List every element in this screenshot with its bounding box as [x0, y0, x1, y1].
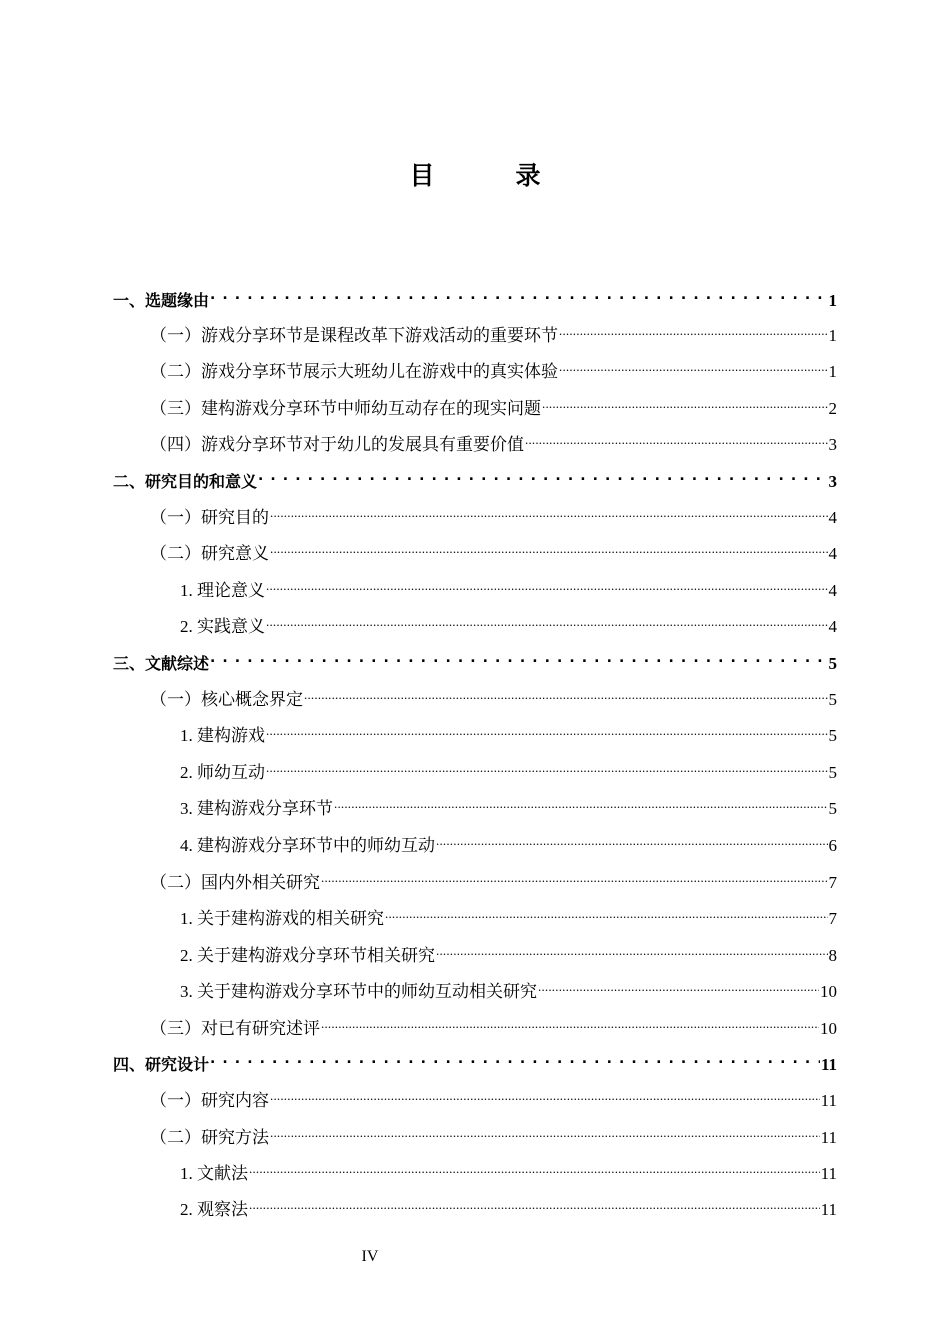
toc-entry[interactable]: [150, 353, 837, 384]
toc-leader-dots: [542, 390, 828, 414]
toc-entry-page: 5: [828, 763, 837, 782]
toc-entry-label: 1. 文献法: [180, 1164, 248, 1183]
toc-entry-label: （一）研究目的: [150, 508, 269, 527]
toc-entry-label: （一）核心概念界定: [150, 690, 303, 709]
toc-entry-label: （三）建构游戏分享环节中师幼互动存在的现实问题: [150, 399, 541, 418]
toc-entry-label: 2. 关于建构游戏分享环节相关研究: [180, 946, 435, 965]
toc-entry[interactable]: [180, 1191, 837, 1222]
toc-entry-label: 四、研究设计: [113, 1055, 210, 1074]
toc-entry[interactable]: [180, 608, 837, 639]
toc-entry-label: 2. 师幼互动: [180, 763, 265, 782]
toc-leader-dots: [321, 864, 828, 888]
toc-leader-dots: [559, 353, 828, 377]
toc-entry-label: 一、选题缘由: [113, 291, 210, 310]
toc-leader-dots: [266, 754, 828, 778]
toc-entry[interactable]: [150, 864, 837, 895]
toc-entry[interactable]: [150, 1119, 837, 1150]
page-title: 目 录: [409, 161, 569, 190]
toc-entry-page: 5: [828, 690, 837, 709]
toc-entry-label: （三）对已有研究述评: [150, 1019, 320, 1038]
toc-entry[interactable]: [150, 1010, 837, 1041]
toc-leader-dots: [436, 937, 828, 961]
toc-entry[interactable]: [113, 463, 837, 494]
toc-leader-dots: [249, 1191, 820, 1215]
toc-entry-page: 6: [828, 836, 837, 855]
toc-leader-dots: [249, 1155, 820, 1179]
toc-entry-label: 1. 关于建构游戏的相关研究: [180, 909, 384, 928]
toc-entry[interactable]: [180, 572, 837, 603]
toc-entry-page: 5: [828, 726, 837, 745]
toc-entry[interactable]: [150, 390, 837, 421]
toc-leader-dots: [210, 282, 827, 306]
toc-entry-label: （二）国内外相关研究: [150, 873, 320, 892]
toc-entry-label: （二）研究意义: [150, 544, 269, 563]
toc-entry-page: 2: [828, 399, 837, 418]
toc-entry-page: 3: [828, 472, 837, 491]
toc-entry-page: 3: [828, 435, 837, 454]
toc-entry[interactable]: [150, 317, 837, 348]
toc-leader-dots: [304, 681, 828, 705]
toc-entry-page: 4: [828, 544, 837, 563]
toc-entry-label: 二、研究目的和意义: [113, 472, 258, 491]
toc-entry[interactable]: [113, 282, 837, 313]
toc-entry-label: 3. 关于建构游戏分享环节中的师幼互动相关研究: [180, 982, 537, 1001]
toc-leader-dots: [266, 717, 828, 741]
toc-entry-page: 7: [828, 873, 837, 892]
toc-entry[interactable]: [150, 681, 837, 712]
toc-entry-page: 5: [828, 799, 837, 818]
toc-entry-label: （四）游戏分享环节对于幼儿的发展具有重要价值: [150, 435, 524, 454]
toc-leader-dots: [210, 645, 827, 669]
toc-leader-dots: [436, 827, 828, 851]
toc-entry[interactable]: [180, 827, 837, 858]
toc-entry-label: （一）研究内容: [150, 1091, 269, 1110]
toc-entry[interactable]: [180, 1155, 837, 1186]
toc-entry-label: （二）研究方法: [150, 1128, 269, 1147]
toc-entry-page: 10: [820, 1019, 837, 1038]
toc-entry-page: 8: [828, 946, 837, 965]
toc-entry[interactable]: [150, 499, 837, 530]
toc-entry-page: 11: [820, 1055, 837, 1074]
toc-entry-label: 4. 建构游戏分享环节中的师幼互动: [180, 836, 435, 855]
toc-entry-label: 1. 建构游戏: [180, 726, 265, 745]
toc-leader-dots: [266, 572, 828, 596]
toc-leader-dots: [270, 1119, 820, 1143]
toc-leader-dots: [266, 608, 828, 632]
toc-entry-label: 2. 实践意义: [180, 617, 265, 636]
toc-leader-dots: [258, 463, 827, 487]
page-number-footer: IV: [361, 1248, 379, 1265]
toc-entry-page: 1: [828, 326, 837, 345]
toc-entry[interactable]: [150, 535, 837, 566]
toc-leader-dots: [270, 535, 828, 559]
toc-leader-dots: [525, 426, 828, 450]
toc-entry-page: 11: [820, 1200, 837, 1219]
toc-entry-page: 4: [828, 581, 837, 600]
toc-entry-label: （二）游戏分享环节展示大班幼儿在游戏中的真实体验: [150, 362, 558, 381]
toc-leader-dots: [321, 1010, 819, 1034]
toc-entry-label: 1. 理论意义: [180, 581, 265, 600]
toc-entry[interactable]: [180, 900, 837, 931]
toc-entry-label: 三、文献综述: [113, 654, 210, 673]
toc-entry-page: 11: [820, 1164, 837, 1183]
toc-entry-page: 5: [828, 654, 837, 673]
toc-leader-dots: [270, 1082, 820, 1106]
toc-leader-dots: [210, 1046, 820, 1070]
toc-entry-page: 4: [828, 617, 837, 636]
toc-entry[interactable]: [180, 973, 837, 1004]
toc-entry-page: 1: [828, 291, 837, 310]
toc-entry[interactable]: [180, 937, 837, 968]
toc-leader-dots: [559, 317, 828, 341]
toc-entry[interactable]: [180, 717, 837, 748]
toc-entry[interactable]: [113, 1046, 837, 1077]
toc-entry[interactable]: [113, 645, 837, 676]
toc-entry-page: 11: [820, 1128, 837, 1147]
toc-entry[interactable]: [180, 754, 837, 785]
toc-leader-dots: [538, 973, 819, 997]
toc-entry-page: 4: [828, 508, 837, 527]
toc-leader-dots: [334, 790, 828, 814]
toc-entry-page: 11: [820, 1091, 837, 1110]
toc-entry-label: （一）游戏分享环节是课程改革下游戏活动的重要环节: [150, 326, 558, 345]
toc-entry[interactable]: [150, 1082, 837, 1113]
toc-entry[interactable]: [150, 426, 837, 457]
toc-entry[interactable]: [180, 790, 837, 821]
toc-entry-page: 10: [820, 982, 837, 1001]
toc-entry-label: 2. 观察法: [180, 1200, 248, 1219]
toc-leader-dots: [270, 499, 828, 523]
toc-entry-page: 7: [828, 909, 837, 928]
toc-entry-label: 3. 建构游戏分享环节: [180, 799, 333, 818]
toc-entry-page: 1: [828, 362, 837, 381]
toc-leader-dots: [385, 900, 828, 924]
